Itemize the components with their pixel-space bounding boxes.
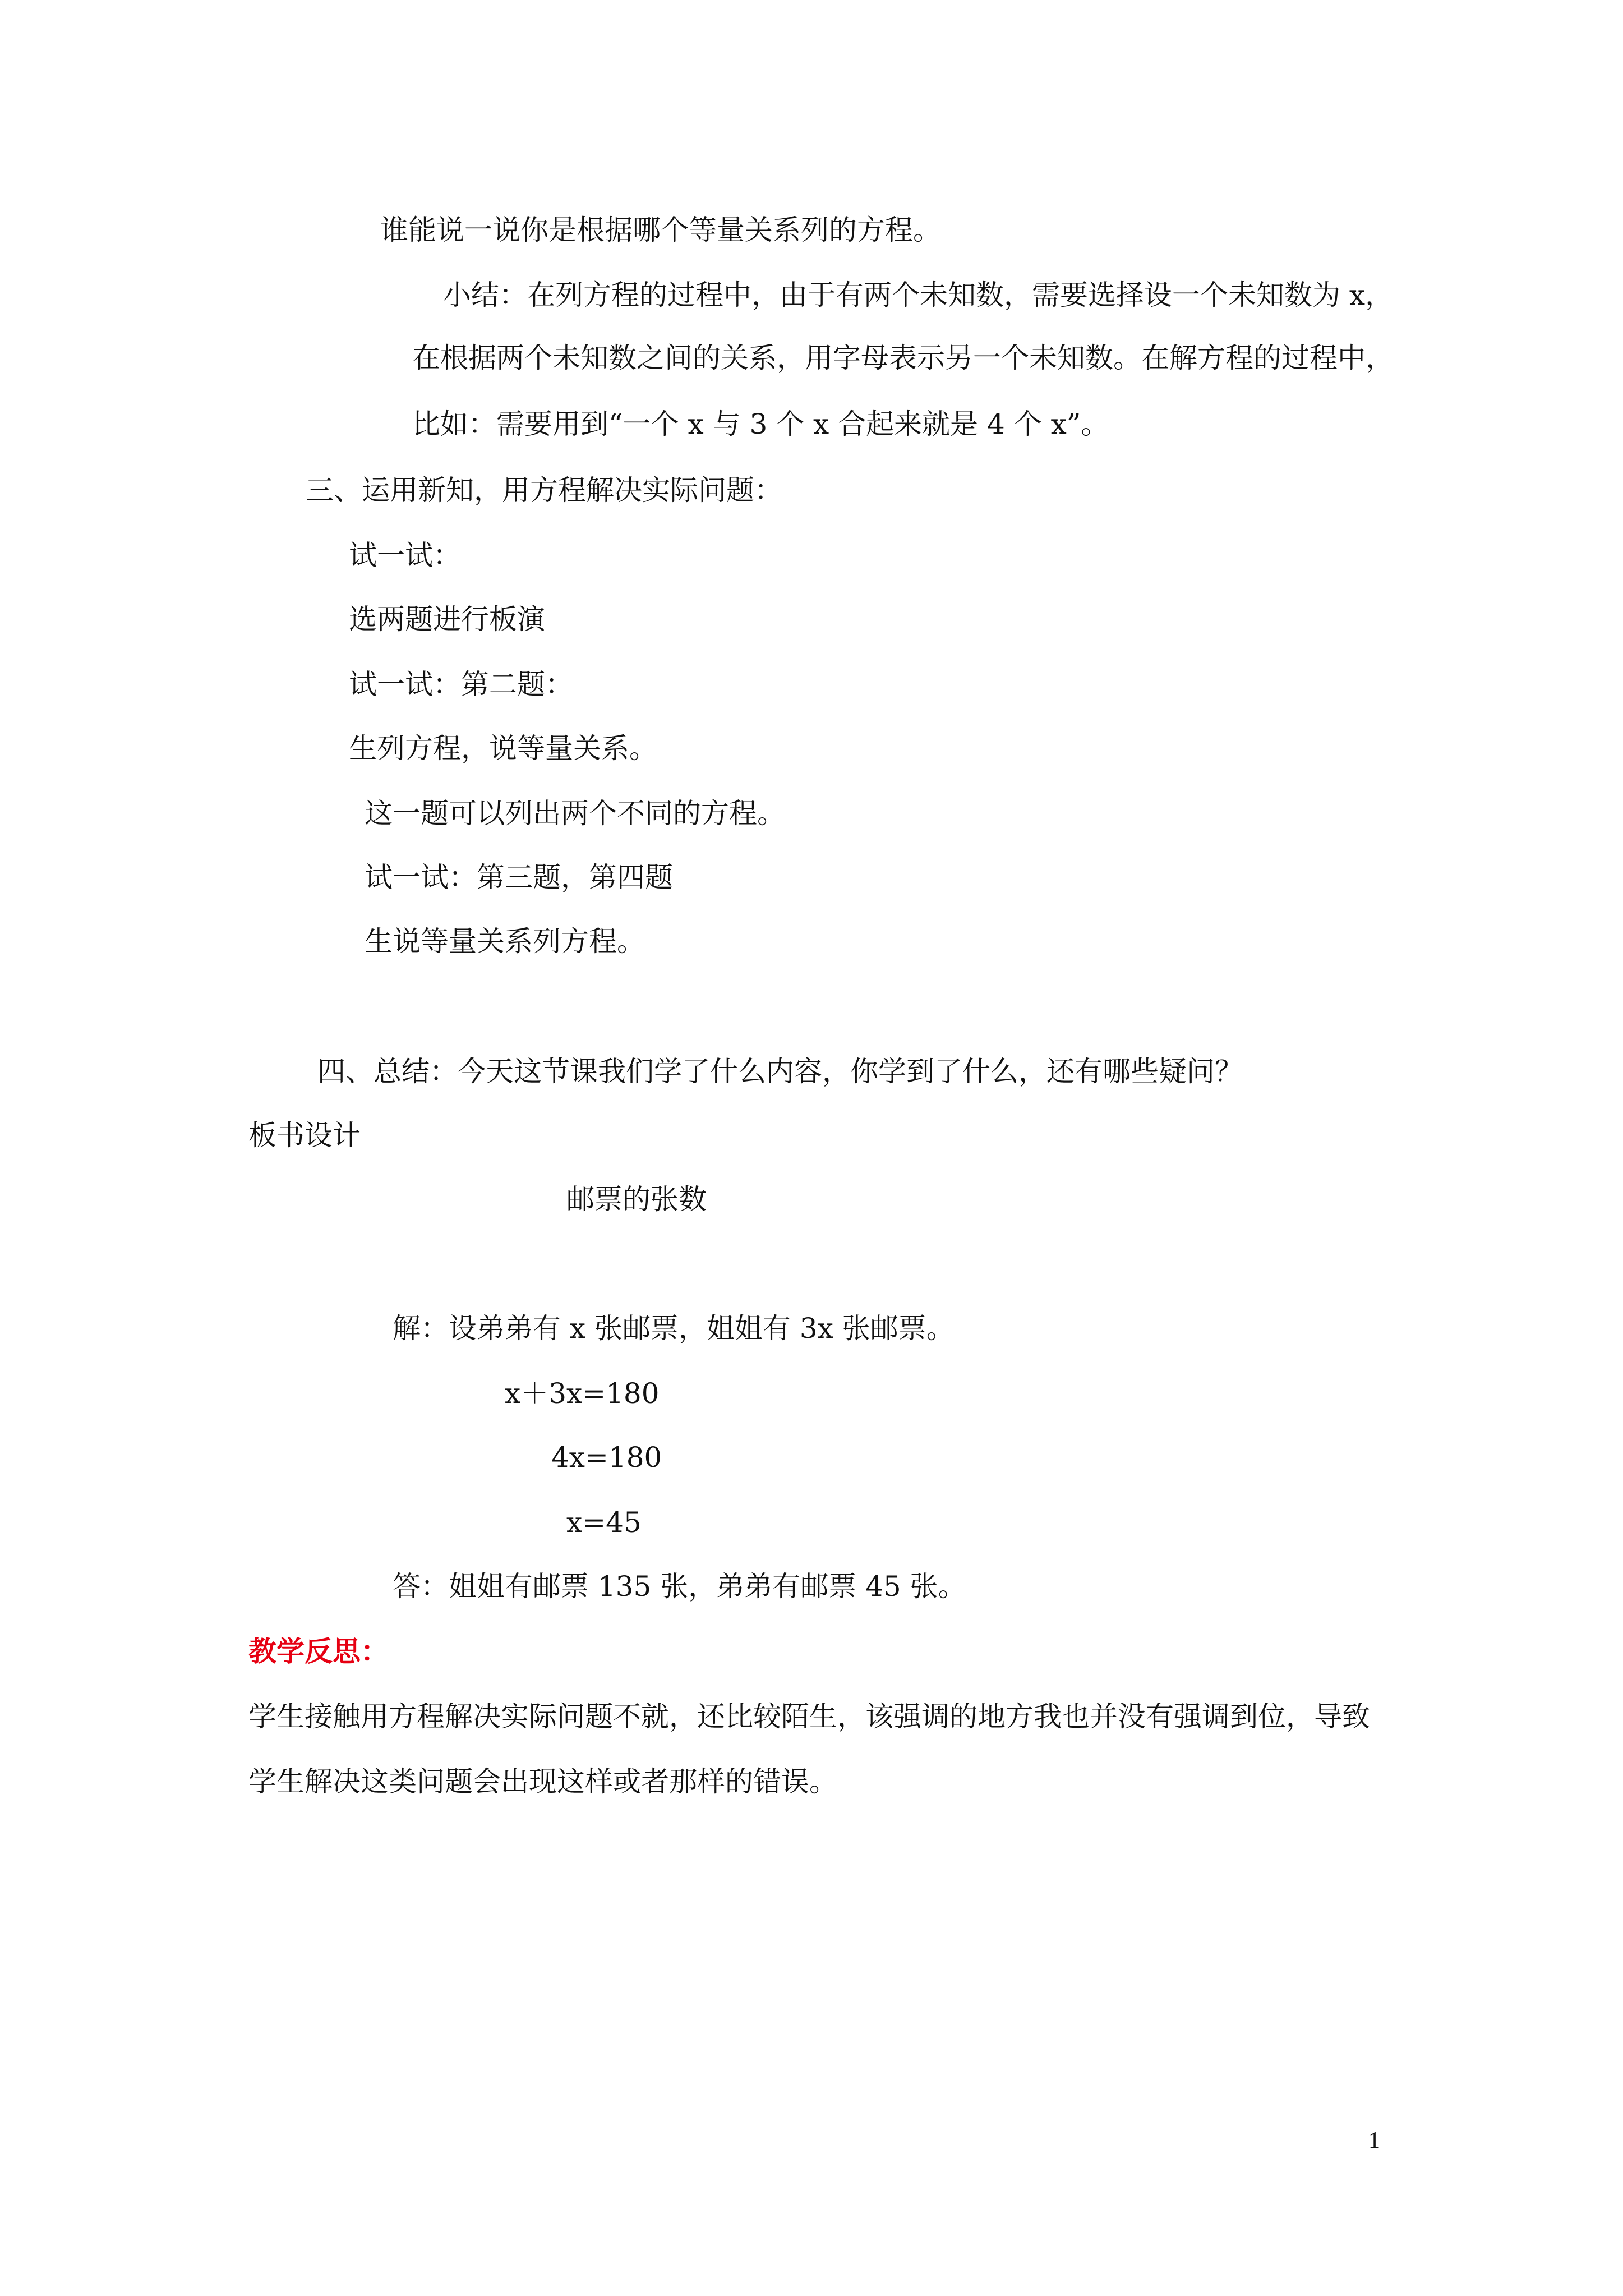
section-4-summary: 四、总结：今天这节课我们学了什么内容，你学到了什么，还有哪些疑问？ <box>317 1055 1243 1088</box>
try-it-q2: 试一试：第二题： <box>349 668 573 701</box>
student-equation-line: 生列方程，说等量关系。 <box>349 732 657 765</box>
question-line: 谁能说一说你是根据哪个等量关系列的方程。 <box>380 214 941 246</box>
equation-step-1: x＋3x=180 <box>505 1377 660 1410</box>
try-it-q3-q4: 试一试：第三题，第四题 <box>365 861 673 894</box>
section-3-heading: 三、运用新知，用方程解决实际问题： <box>306 474 782 507</box>
summary-line-2: 在根据两个未知数之间的关系，用字母表示另一个未知数。在解方程的过程中， <box>412 342 1394 374</box>
reflection-line-1: 学生接触用方程解决实际问题不就，还比较陌生，该强调的地方我也并没有强调到位，导致 <box>248 1700 1370 1733</box>
page-number: 1 <box>1368 2128 1380 2154</box>
equation-step-3: x=45 <box>566 1506 642 1539</box>
summary-line-3: 比如：需要用到“一个 x 与 3 个 x 合起来就是 4 个 x”。 <box>412 408 1109 440</box>
answer-line: 答：姐姐有邮票 135 张，弟弟有邮票 45 张。 <box>393 1570 966 1603</box>
solution-setup: 解：设弟弟有 x 张邮票，姐姐有 3x 张邮票。 <box>393 1312 955 1345</box>
board-title: 邮票的张数 <box>566 1183 707 1216</box>
reflection-heading: 教学反思： <box>248 1635 389 1668</box>
summary-line-1: 小结：在列方程的过程中，由于有两个未知数，需要选择设一个未知数为 x， <box>443 279 1394 311</box>
board-design-label: 板书设计 <box>248 1119 361 1152</box>
equation-step-2: 4x=180 <box>551 1441 662 1474</box>
try-it-label: 试一试： <box>349 539 461 572</box>
reflection-line-2: 学生解决这类问题会出现这样或者那样的错误。 <box>248 1765 837 1798</box>
student-relation-line: 生说等量关系列方程。 <box>365 925 645 958</box>
board-demo-line: 选两题进行板演 <box>349 603 545 636</box>
two-equations-line: 这一题可以列出两个不同的方程。 <box>365 797 785 830</box>
